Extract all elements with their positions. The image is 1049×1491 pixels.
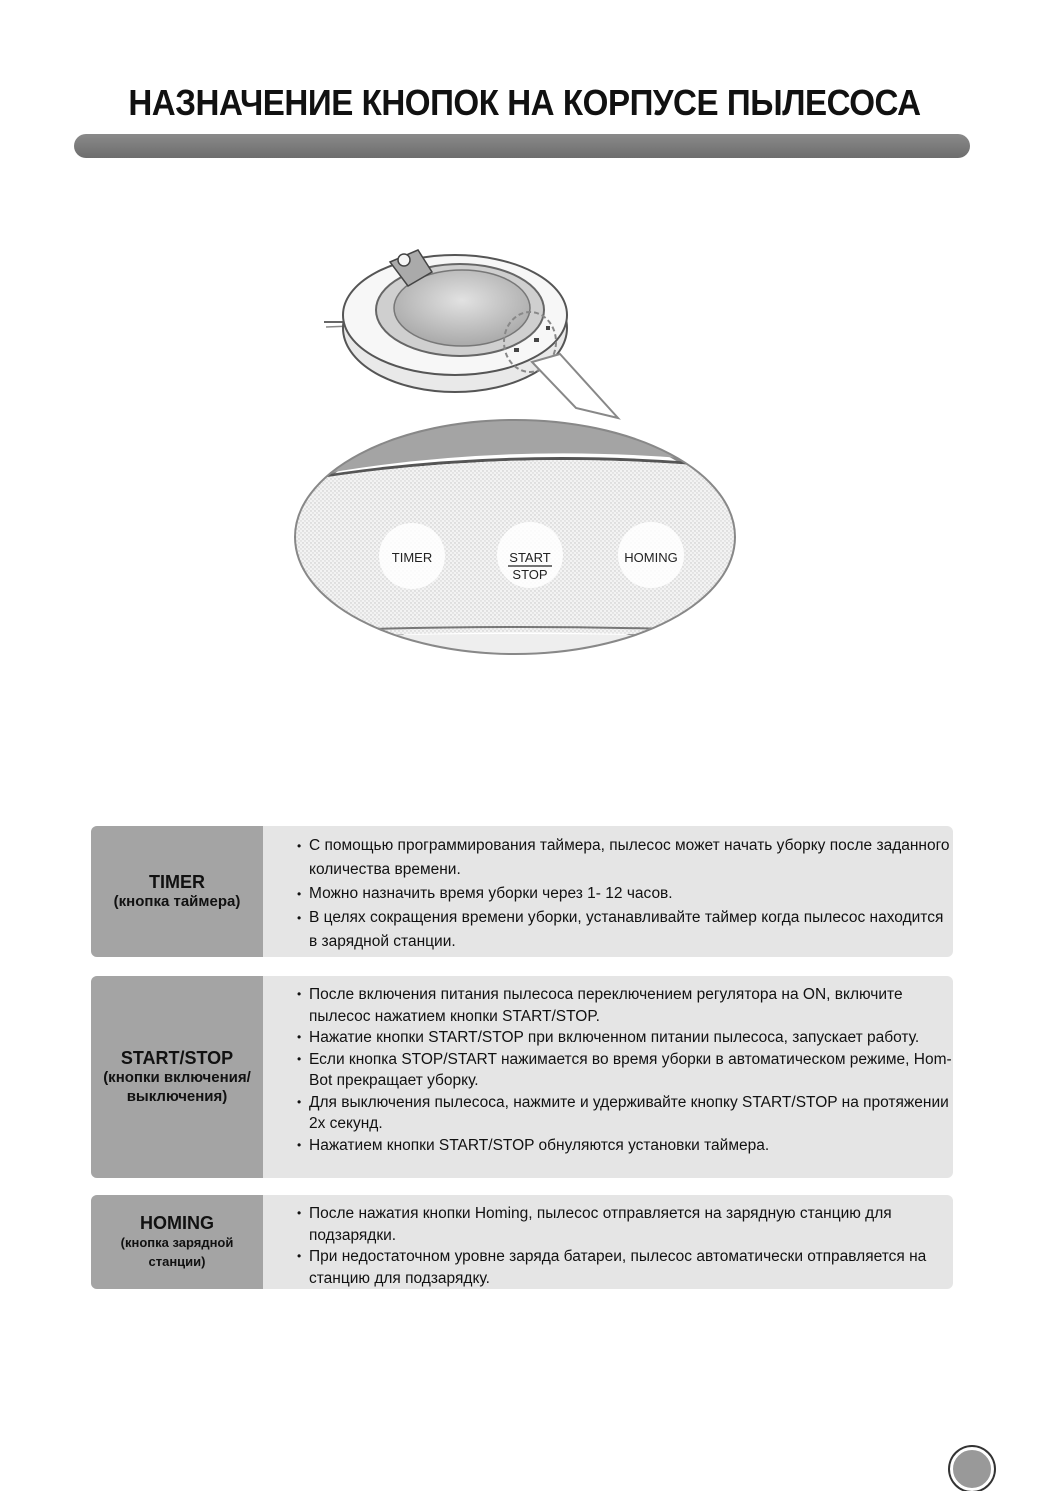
section-title: TIMER [149, 872, 205, 892]
robot-body [324, 250, 567, 392]
section-title: HOMING [140, 1213, 214, 1233]
bullet-item: • Нажатием кнопки START/STOP обнуляются установки таймера. [297, 1135, 953, 1157]
title-divider-bar [74, 134, 970, 158]
section-homing-label [91, 1195, 263, 1289]
bullet-item: • Для выключения пылесоса, нажмите и удерживайте кнопку START/STOP на протяжении 2х секунд. [297, 1092, 953, 1135]
section-timer [91, 826, 953, 957]
robot-vacuum-illustration [290, 230, 760, 660]
section-subtitle: выключения) [126, 1088, 228, 1105]
page-number-badge [950, 1447, 994, 1491]
start-label: START [509, 550, 551, 565]
bullet-item: • В целях сокращения времени уборки, устанавливайте таймер когда пылесос находится в зарядной станции. [297, 906, 953, 954]
bullet-item: • После включения питания пылесоса переключением регулятора на ON, включите пылесос нажатием кнопки START/STOP. [297, 984, 953, 1027]
bullet-item: • Можно назначить время уборки через 1- 12 часов. [297, 882, 953, 906]
timer-label: TIMER [391, 550, 433, 565]
section-title: START/STOP [120, 1048, 234, 1068]
section-subtitle: (кнопка зарядной станции) [120, 1235, 234, 1269]
section-start-stop-label [91, 976, 263, 1178]
stop-label: STOP [512, 567, 548, 582]
section-start-stop [91, 976, 953, 1178]
section-homing [91, 1195, 953, 1289]
bullet-item: • Если кнопка STOP/START нажимается во время уборки в автоматическом режиме, Hom-Bot прекращает уборку. [297, 1049, 953, 1092]
section-timer-label [91, 826, 263, 957]
homing-label: HOMING [624, 550, 678, 565]
section-subtitle: (кнопки включения/ [103, 1069, 251, 1086]
section-start-stop-body [263, 976, 953, 1178]
bullet-item: • После нажатия кнопки Homing, пылесос отправляется на зарядную станцию для подзарядки. [297, 1203, 953, 1246]
section-timer-body [263, 826, 953, 957]
bullet-item: • При недостаточном уровне заряда батареи, пылесос автоматически отправляется на станцию для подзарядку. [297, 1246, 953, 1289]
page-title: НАЗНАЧЕНИЕ КНОПОК НА КОРПУСЕ ПЫЛЕСОСА [128, 82, 921, 123]
button-panel-zoom [290, 400, 760, 660]
section-homing-body [263, 1195, 953, 1289]
section-subtitle: (кнопка таймера) [113, 893, 241, 910]
bullet-item: • С помощью программирования таймера, пылесос может начать уборку после заданного количества времени. [297, 834, 953, 882]
bullet-item: • Нажатие кнопки START/STOP при включенном питании пылесоса, запускает работу. [297, 1027, 953, 1049]
